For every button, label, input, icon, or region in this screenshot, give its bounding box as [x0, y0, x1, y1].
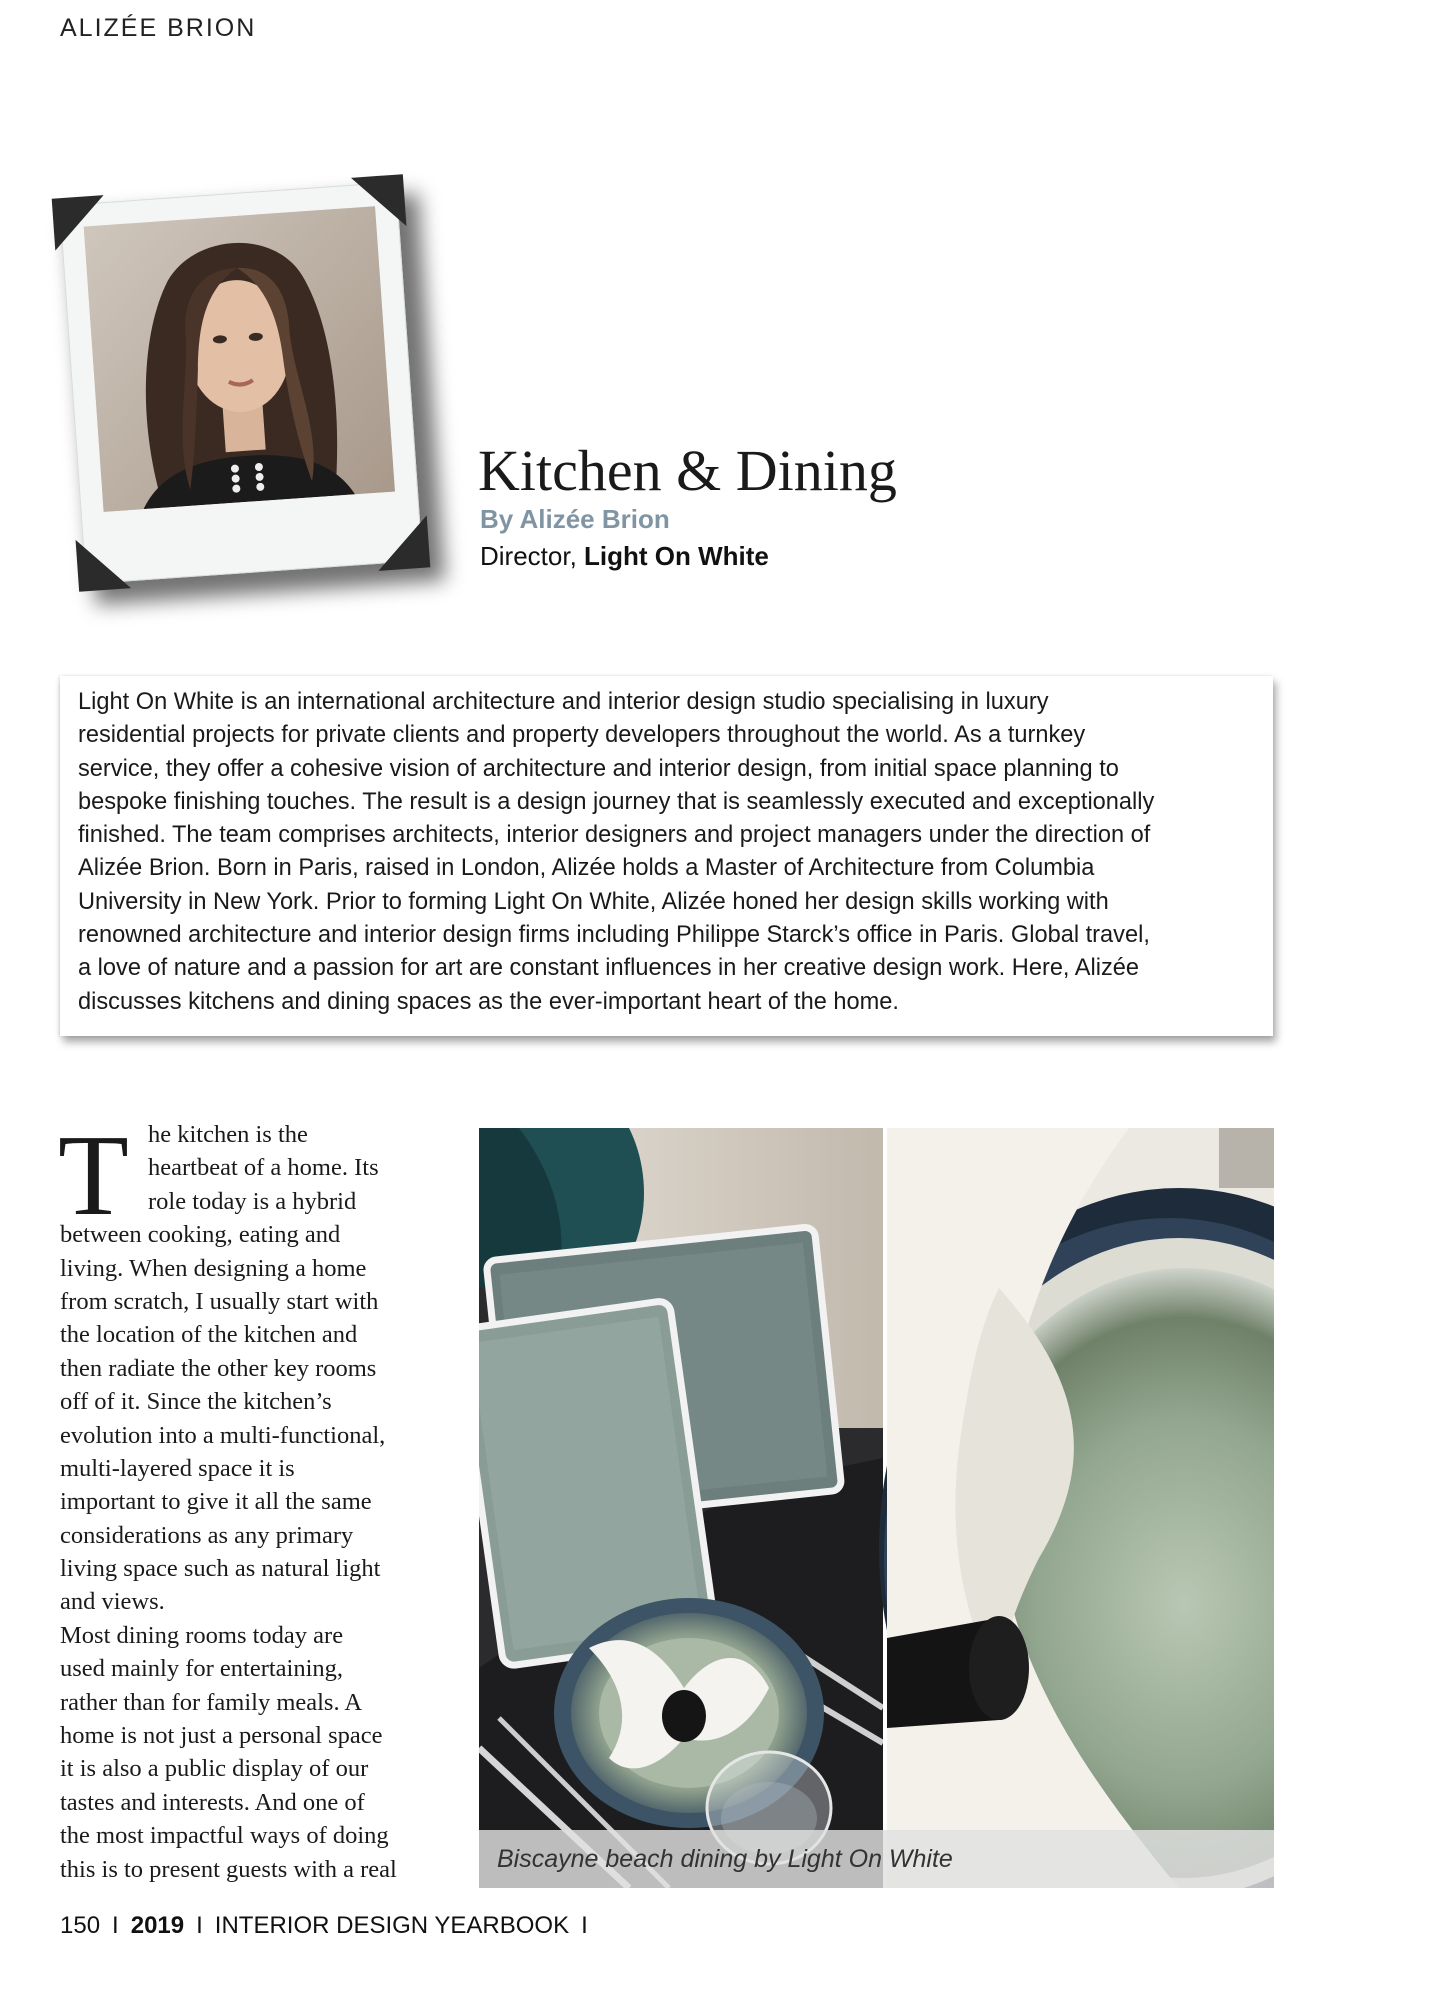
body-line: the location of the kitchen and [60, 1321, 358, 1349]
intro-line: bespoke finishing touches. The result is a design journey that is seamlessly executed and exceptionally [78, 788, 1155, 815]
body-line: living space such as natural light [60, 1555, 381, 1583]
body-line: rather than for family meals. A [60, 1688, 363, 1716]
body-line: this is to present guests with a real [60, 1855, 397, 1883]
body-line: important to give it all the same [60, 1488, 372, 1516]
company-name: Light On White [584, 541, 769, 571]
body-line: and views. [60, 1588, 165, 1616]
body-line: role today is a hybrid [148, 1187, 357, 1215]
body-line: Most dining rooms today are [60, 1621, 344, 1649]
body-line: used mainly for entertaining, [60, 1655, 344, 1683]
intro-line: service, they offer a cohesive vision of architecture and interior design, from initial space planning to [78, 755, 1119, 782]
body-line: home is not just a personal space [60, 1722, 383, 1750]
body-line: living. When designing a home [60, 1254, 367, 1282]
body-line: evolution into a multi-functional, [60, 1421, 386, 1449]
footer-year: 2019 [130, 1912, 185, 1939]
page-number: 150 [60, 1912, 101, 1939]
body-line: heartbeat of a home. Its [148, 1154, 379, 1182]
body-line: multi-layered space it is [60, 1454, 295, 1482]
footer-separator: I [196, 1912, 203, 1939]
photo-corner-top-right [351, 174, 407, 230]
author-role [480, 541, 769, 572]
body-line: he kitchen is the [148, 1121, 308, 1148]
body-line: tastes and interests. And one of [60, 1788, 365, 1816]
body-line: between cooking, eating and [60, 1221, 341, 1249]
intro-line: a love of nature and a passion for art are constant influences in her creative design work. Here, Alizée [78, 955, 1140, 982]
intro-line: residential projects for private clients and property developers throughout the world. As a turnkey [78, 722, 1086, 749]
author-polaroid [59, 182, 423, 585]
body-line: then radiate the other key rooms [60, 1354, 377, 1382]
body-line: the most impactful ways of doing [60, 1822, 389, 1850]
body-column [58, 1112, 450, 1886]
intro-line: University in New York. Prior to forming Light On White, Alizée honed her design skills working with [78, 888, 1109, 915]
footer-publication: INTERIOR DESIGN YEARBOOK [214, 1912, 570, 1939]
body-line: it is also a public display of our [60, 1755, 369, 1783]
intro-line: discusses kitchens and dining spaces as the ever-important heart of the home. [78, 988, 899, 1015]
photo-corner-top-left [52, 195, 108, 251]
body-line: off of it. Since the kitchen’s [60, 1388, 332, 1416]
photo-corner-bottom-right [375, 515, 431, 571]
body-line: from scratch, I usually start with [60, 1287, 379, 1315]
footer-separator: I [112, 1912, 119, 1939]
role-prefix: Director, [480, 541, 585, 571]
article-byline: By Alizée Brion [480, 504, 670, 534]
intro-box [60, 676, 1273, 1036]
intro-line: finished. The team comprises architects, interior designers and project managers under the direction of [78, 822, 1151, 849]
running-header: ALIZÉE BRION [60, 14, 257, 42]
intro-line: Alizée Brion. Born in Paris, raised in London, Alizée holds a Master of Architecture from Columbia [78, 855, 1095, 882]
footer-separator: I [581, 1912, 588, 1939]
author-portrait [84, 206, 395, 512]
body-line: considerations as any primary [60, 1521, 354, 1549]
photo-caption: Biscayne beach dining by Light On White [497, 1845, 953, 1873]
article-title: Kitchen & Dining [478, 438, 897, 503]
photo-corner-bottom-left [76, 536, 132, 592]
intro-line: renowned architecture and interior design firms including Philippe Starck’s office in Paris. Global travel, [78, 922, 1150, 949]
intro-line: Light On White is an international architecture and interior design studio specialising in luxury [78, 689, 1049, 715]
dining-photo [479, 1128, 1274, 1888]
drop-cap: T [58, 1112, 129, 1240]
page-footer [60, 1912, 600, 1940]
